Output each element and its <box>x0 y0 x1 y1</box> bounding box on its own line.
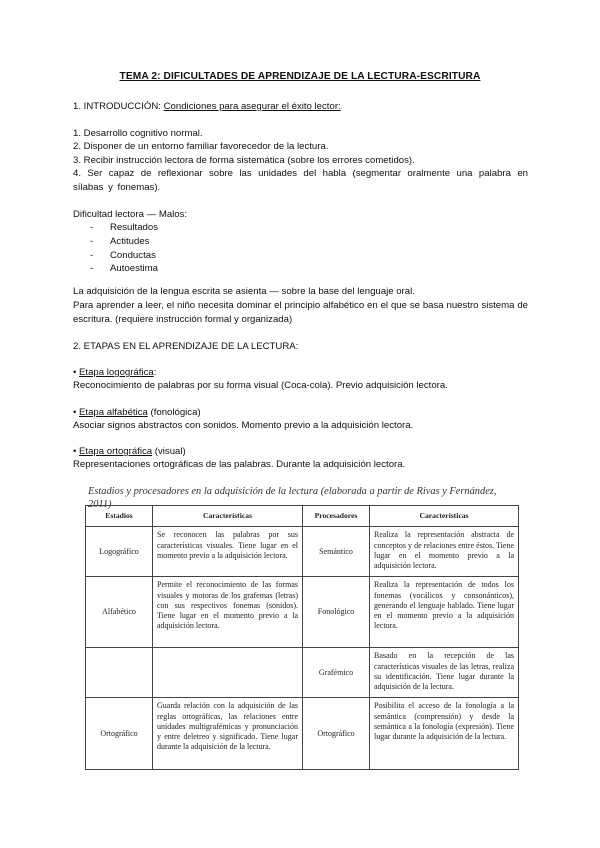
header-cell: Estadios <box>86 506 153 527</box>
stage-cell: Logográfico <box>86 527 153 577</box>
condition-item: 3. Recibir instrucción lectora de forma sistemática (sobre los errores cometidos). <box>73 154 415 166</box>
processor-desc-cell: Posibilita el acceso de la fonología a la semántica (comprensión) y desde la semántica a la fonología (expresión). Tiene lugar durante la adquisición de la lectura. <box>370 698 519 770</box>
stages-processors-table <box>85 505 519 770</box>
stage-item: • Etapa ortográfica (visual) Representaciones ortográficas de las palabras. Durante la adquisición lectora. <box>73 445 528 472</box>
stage-desc-cell <box>153 648 303 698</box>
stage-cell: Ortográfico <box>86 698 153 770</box>
stage-desc-cell: Guarda relación con la adquisición de las reglas ortográficas, las relaciones entre unidades multigrafémicas y pronunciación y entre deletreo y significado. Tiene lugar durante la adquisición de la lectura. <box>153 698 303 770</box>
table-header-row <box>86 506 519 527</box>
list-item: - Autoestima <box>90 263 158 275</box>
processor-cell: Grafémico <box>303 648 370 698</box>
dash-marker: - <box>90 222 94 234</box>
table-caption: Estadios y procesadores en la adquisición de la lectura (elaborada a partir de Rivas y Fernández, 2011) <box>88 486 497 511</box>
header-cell: Características <box>370 506 519 527</box>
processor-cell: Ortográfico <box>303 698 370 770</box>
conditions-list <box>73 127 528 194</box>
header-cell: Características <box>153 506 303 527</box>
stage-cell: Alfabético <box>86 577 153 648</box>
difficulty-label: Dificultad lectora — Malos: <box>73 209 188 220</box>
condition-item: 2. Disponer de un entorno familiar favorecedor de la lectura. <box>73 141 329 153</box>
difficulty-list <box>73 221 528 275</box>
table-row <box>86 648 519 698</box>
list-item: - Conductas <box>90 249 156 261</box>
stage-cell <box>86 648 153 698</box>
table-row <box>86 577 519 648</box>
stage-description: Representaciones ortográficas de las palabras. Durante la adquisición lectora. <box>73 459 406 471</box>
processor-desc-cell: Realiza la representación abstracta de conceptos y de relaciones entre éstos. Tiene lugar en el momento previo a la adquisición lectora. <box>370 527 519 577</box>
stage-description: Asociar signos abstractos con sonidos. Momento previo a la adquisición lectora. <box>73 420 414 432</box>
stage-desc-cell: Permite el reconocimiento de las formas visuales y motoras de los grafemas (letras) con sus respectivos fonemas (sonidos). Tiene lugar en el momento previo a la adquisición lectora. <box>153 577 303 648</box>
bullet: • <box>73 367 77 378</box>
paragraph: Para aprender a leer, el niño necesita dominar el principio alfabético en el que se basa nuestro sistema de escritura. (requiere instrucción formal y organizada) <box>73 300 528 326</box>
paragraph: La adquisición de la lengua escrita se asienta — sobre la base del lenguaje oral. <box>73 286 415 297</box>
processor-cell: Fonológico <box>303 577 370 648</box>
header-cell: Procesadores <box>303 506 370 527</box>
difficulty-block <box>73 208 528 276</box>
stage-item: • Etapa logográfica: Reconocimiento de palabras por su forma visual (Coca-cola). Previo adquisición lectora. <box>73 366 528 393</box>
intro-paragraphs <box>73 285 528 327</box>
processor-desc-cell: Basado en la recepción de las características visuales de las letras, realiza su identificación. Tiene lugar durante la adquisición de la lectura. <box>370 648 519 698</box>
dash-marker: - <box>90 249 94 261</box>
document-title: TEMA 2: DIFICULTADES DE APRENDIZAJE DE LA LECTURA-ESCRITURA <box>119 71 481 82</box>
stages-heading: 2. ETAPAS EN EL APRENDIZAJE DE LA LECTURA: <box>73 341 299 352</box>
intro-heading <box>73 100 528 113</box>
stage-name: Etapa logográfica <box>79 367 154 378</box>
stage-name: Etapa ortográfica <box>79 446 153 457</box>
condition-item: 4. Ser capaz de reflexionar sobre las unidades del habla (segmentar oralmente una palabra en sílabas y fonemas). <box>73 168 528 193</box>
stage-desc-cell: Se reconocen las palabras por sus características visuales. Tiene lugar en el momento previo a la adquisición lectora. <box>153 527 303 577</box>
stage-description: Reconocimiento de palabras por su forma visual (Coca-cola). Previo adquisición lectora. <box>73 380 448 392</box>
dash-marker: - <box>90 263 94 275</box>
processor-desc-cell: Realiza la representación de todos los fonemas (vocálicos y consonánticos), generando el lenguaje hablado. Tiene lugar en el momento previo a la adquisición lectora. <box>370 577 519 648</box>
intro-heading-underlined: Condiciones para asegurar el éxito lector: <box>163 101 341 112</box>
list-item: - Actitudes <box>90 236 150 247</box>
bullet: • <box>73 446 77 457</box>
stage-name: Etapa alfabética <box>79 407 148 418</box>
stage-item: • Etapa alfabética (fonológica) Asociar signos abstractos con sonidos. Momento previo a la adquisición lectora. <box>73 406 528 433</box>
list-item: - Resultados <box>90 222 158 234</box>
intro-heading-prefix: 1. INTRODUCCIÓN: <box>73 101 164 112</box>
dash-marker: - <box>90 236 94 247</box>
condition-item: 1. Desarrollo cognitivo normal. <box>73 128 203 139</box>
table-row <box>86 527 519 577</box>
processor-cell: Semántico <box>303 527 370 577</box>
bullet: • <box>73 407 77 418</box>
table-row <box>86 698 519 770</box>
